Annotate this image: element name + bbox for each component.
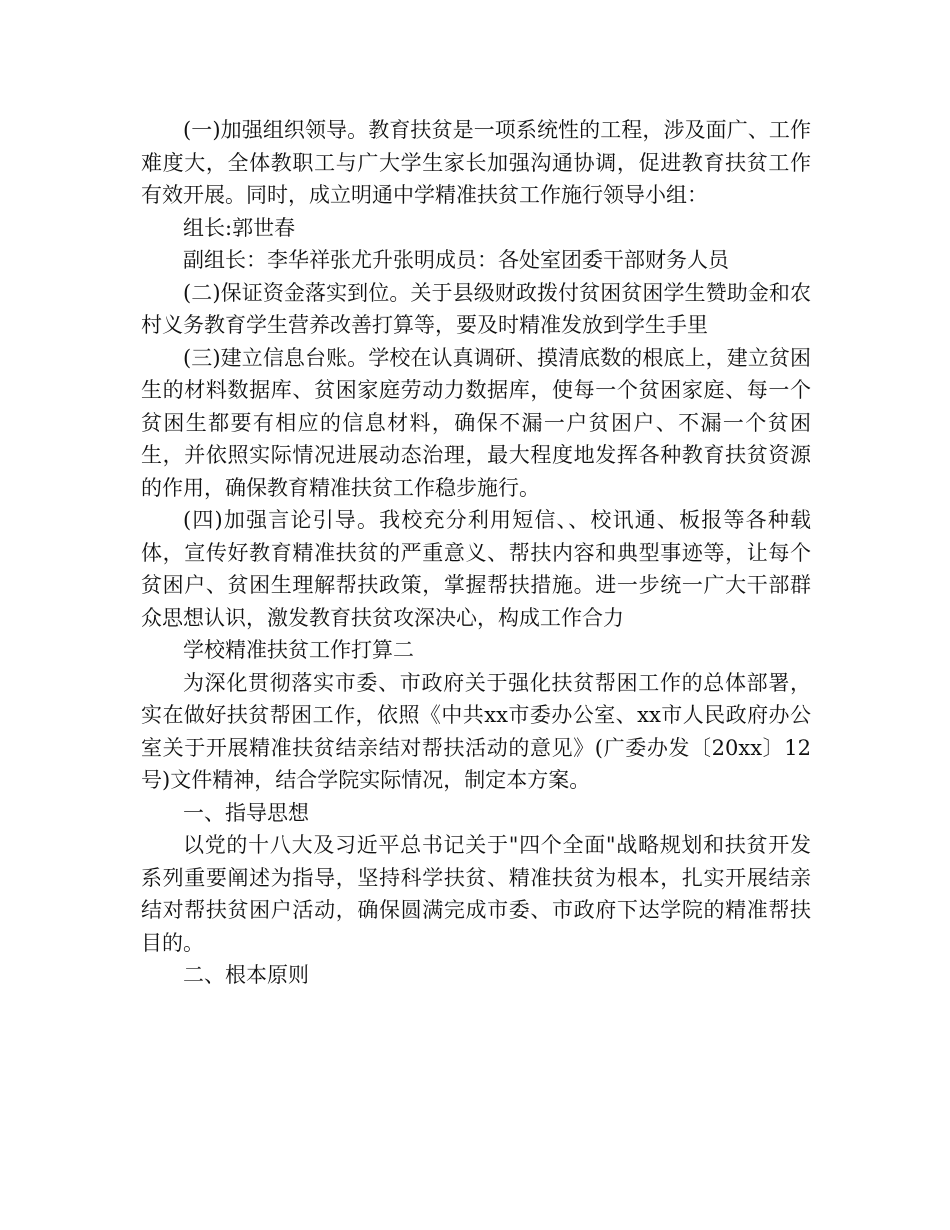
section-heading-plan-two: 学校精准扶贫工作打算二 <box>183 638 414 662</box>
paragraph-organization-leadership: (一)加强组织领导。教育扶贫是一项系统性的工程，涉及面广、工作难度大，全体教职工与广大学生家长加强沟通协调，促进教育扶贫工作有效开展。同时，成立明通中学精准扶贫工作施行领导小组： <box>141 118 811 207</box>
section-heading-basic-principles: 二、根本原则 <box>183 963 309 987</box>
paragraph-funding: (二)保证资金落实到位。关于县级财政拨付贫困贫困学生赞助金和农村义务教育学生营养改善打算等，要及时精准发放到学生手里 <box>141 280 811 337</box>
paragraph-team-leader: 组长:郭世春 <box>183 215 296 240</box>
section-heading-guiding-thought: 一、指导思想 <box>183 800 309 825</box>
paragraph-information-ledger: (三)建立信息台账。学校在认真调研、摸清底数的根底上，建立贫困生的材料数据库、贫困家庭劳动力数据库，使每一个贫困家庭、每一个贫困生都要有相应的信息材料，确保不漏一户贫困户、不漏一个贫困生，并依照实际情况进展动态治理，最大程度地发挥各种教育扶贫资源的作用，确保教育精准扶贫工作稳步施行。 <box>141 345 811 500</box>
paragraph-plan-intro: 为深化贯彻落实市委、市政府关于强化扶贫帮困工作的总体部署，实在做好扶贫帮困工作，依照《中共xx市委办公室、xx市人民政府办公室关于开展精准扶贫结亲结对帮扶活动的意见》(广委办发〔20xx〕12号)文件精神，结合学院实际情况，制定本方案。 <box>141 670 811 792</box>
paragraph-deputy-leaders: 副组长：李华祥张尤升张明成员：各处室团委干部财务人员 <box>183 248 729 272</box>
paragraph-public-guidance: (四)加强言论引导。我校充分利用短信、、校讯通、板报等各种载体，宣传好教育精准扶贫的严重意义、帮扶内容和典型事迹等，让每个贫困户、贫困生理解帮扶政策，掌握帮扶措施。进一步统一广大干部群众思想认识，激发教育扶贫攻深决心，构成工作合力 <box>141 508 811 630</box>
paragraph-guiding-thought: 以党的十八大及习近平总书记关于"四个全面"战略规划和扶贫开发系列重要阐述为指导，坚持科学扶贫、精准扶贫为根本，扎实开展结亲结对帮扶贫困户活动，确保圆满完成市委、市政府下达学院的精准帮扶目的。 <box>141 833 811 955</box>
document-page <box>141 114 811 992</box>
